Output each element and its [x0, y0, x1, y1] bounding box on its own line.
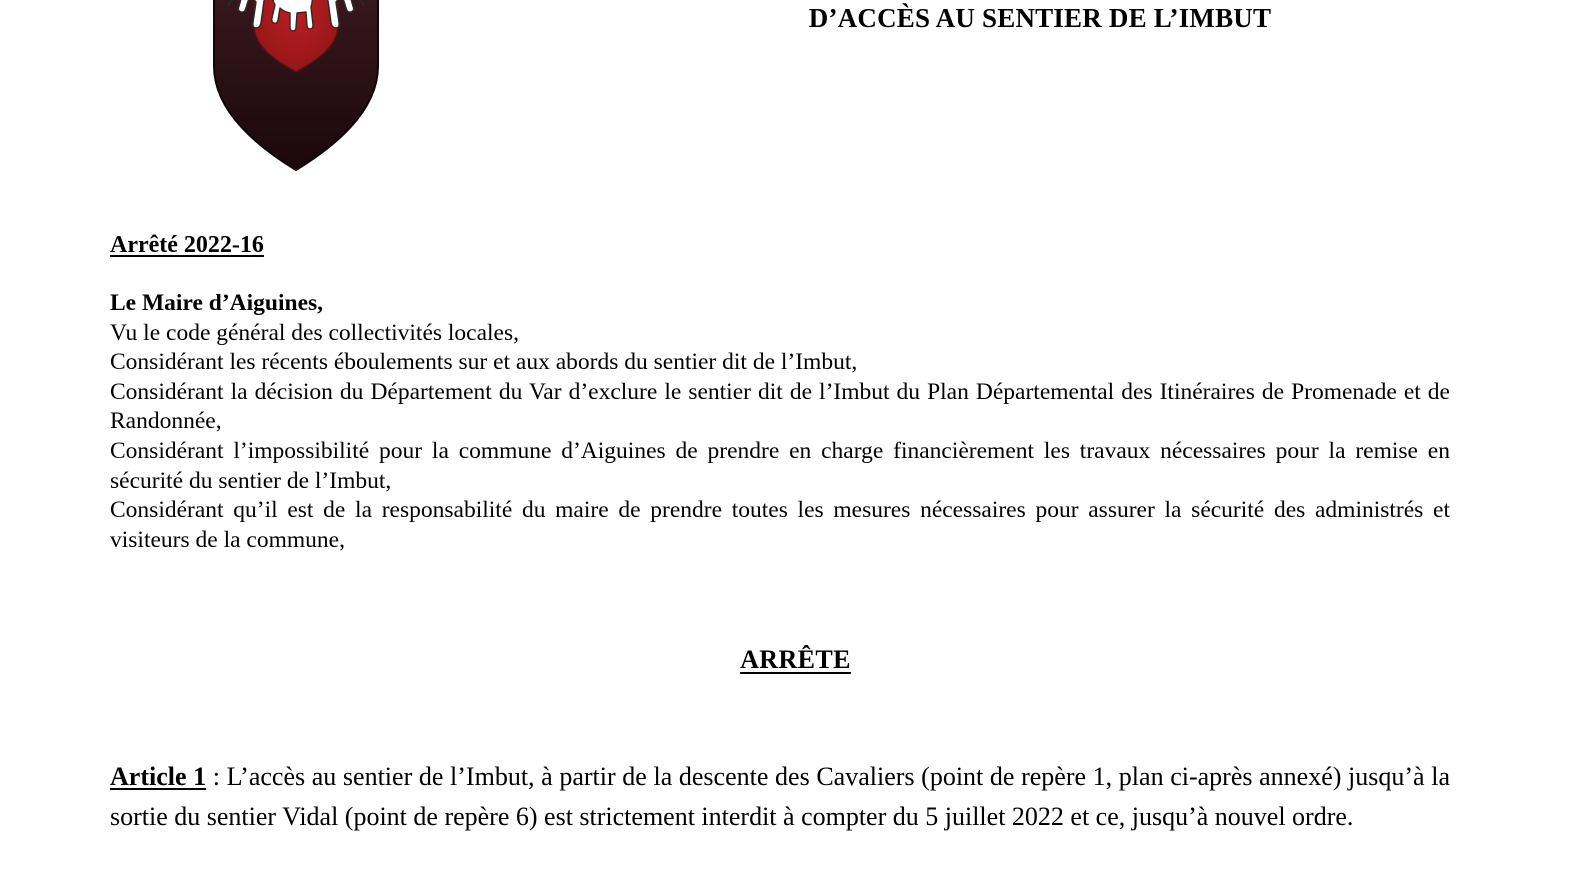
- article-1-label: Article 1: [110, 762, 207, 791]
- mayor-line: Le Maire d’Aiguines,: [110, 290, 324, 316]
- preamble-block: [110, 232, 1450, 555]
- article-1-text: L’accès au sentier de l’Imbut, à partir de la descente des Cavaliers (point de repère 1, plan ci-après annexé) jusqu’à la sortie du sentier Vidal (point de repère 6) est strictement interdit à compter du 5 juillet 2022 et ce, jusqu’à nouvel ordre.: [110, 762, 1450, 831]
- considerant-paragraph: Considérant l’impossibilité pour la commune d’Aiguines de prendre en charge financièrement les travaux nécessaires pour la remise en sécurité du sentier de l’Imbut,: [110, 437, 1450, 494]
- preamble-line: Considérant les récents éboulements sur et aux abords du sentier dit de l’Imbut,: [110, 349, 858, 376]
- considerants-list: [110, 289, 1450, 555]
- considerant-paragraph: Considérant la décision du Département du Var d’exclure le sentier dit de l’Imbut du Plan Départemental des Itinéraires de Promenade et de Randonnée,: [110, 378, 1450, 435]
- arrete-reference: Arrêté 2022-16: [110, 232, 264, 258]
- arrete-heading-text: ARRÊTE: [740, 645, 851, 674]
- document-header: [0, 0, 1591, 185]
- considerant-paragraph: Considérant qu’il est de la responsabilité du maire de prendre toutes les mesures nécessaires pour assurer la sécurité des administrés et visiteurs de la commune,: [110, 497, 1450, 553]
- arrete-heading: [0, 645, 1591, 675]
- document-title: D’ACCÈS AU SENTIER DE L’IMBUT: [808, 3, 1272, 33]
- preamble-line: Vu le code général des collectivités locales,: [110, 319, 520, 346]
- article-1-separator: :: [206, 762, 227, 791]
- article-1-block: [110, 757, 1450, 837]
- coat-of-arms-icon: [196, 0, 396, 178]
